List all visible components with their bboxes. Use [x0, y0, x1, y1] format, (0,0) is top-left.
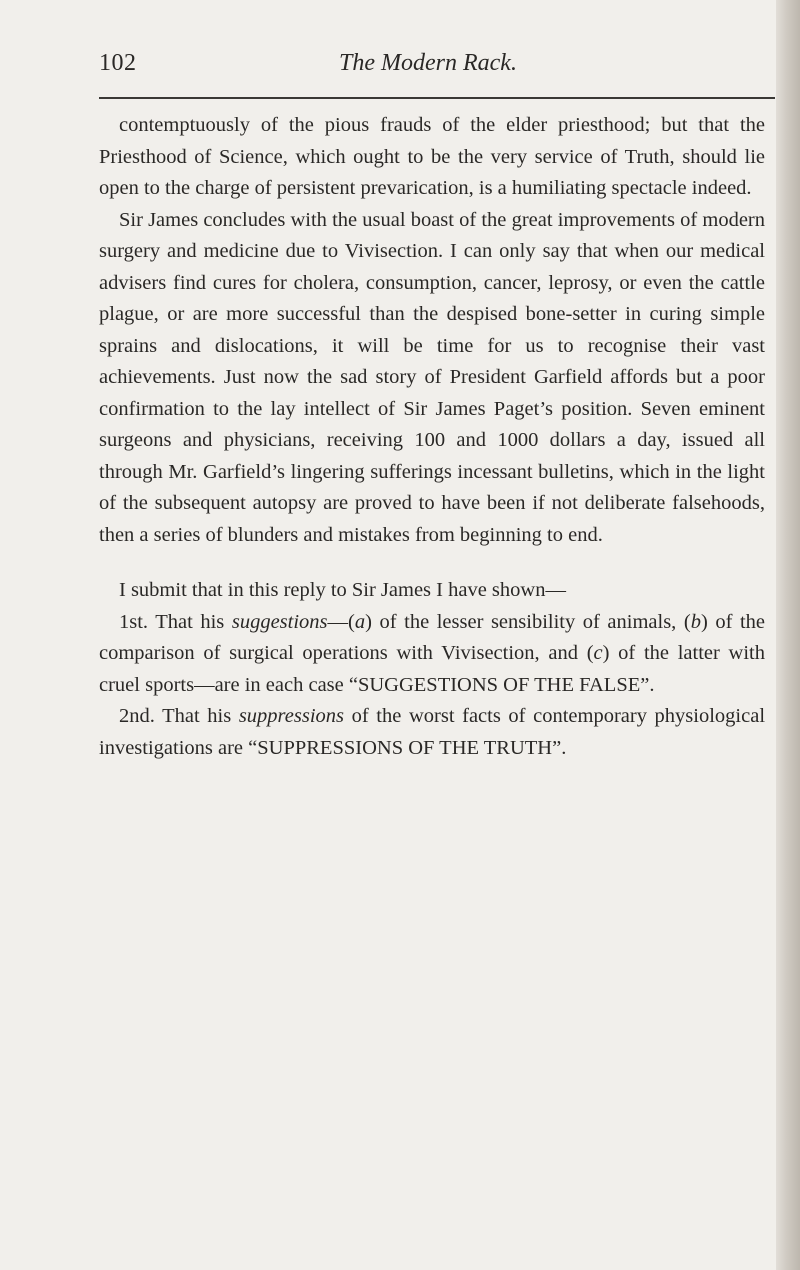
p4-emphasis-a: a — [354, 610, 366, 633]
p4-emphasis-suggestions: suggestions — [231, 610, 328, 633]
p4-text-2: ) of the lesser sensibility of animals, ( — [365, 610, 691, 633]
paragraph-gap — [99, 551, 765, 575]
p5-emphasis-suppressions: suppressions — [238, 705, 345, 727]
page-number: 102 — [99, 50, 137, 76]
paragraph-4 — [99, 607, 765, 702]
running-title: The Modern Rack. — [339, 50, 517, 76]
p4-text-4: ) of the latter with cruel sports—are in each case “SUGGESTIONS OF THE FALSE”. — [99, 642, 765, 696]
p5-text-1: of the worst facts of contemporary physiological investigations are “SUPPRESSIONS OF THE TRUTH”. — [99, 705, 766, 759]
paragraph-2: Sir James concludes with the usual boast of the great improvements of modern surgery and medicine due to Vivisection. I can only say that when our medical advisers find cures for cholera, consumption, cancer, leprosy, or even the cattle plague, or are more successful than the despised bone-setter in curing simple sprains and dislocations, it will be time for us to recognise their vast achievements. Just now the sad story of President Garfield affords but a poor confirmation to the lay intellect of Sir James Paget’s position. Seven eminent surgeons and physicians, receiving 100 and 1000 dollars a day, issued all through Mr. Garfield’s lingering sufferings incessant bulletins, which in the light of the subsequent autopsy are proved to have been if not deliberate falsehoods, then a series of blunders and mistakes from beginning to end. — [99, 208, 765, 546]
p4-text-1: —( — [327, 610, 355, 633]
body-text — [99, 110, 765, 764]
paragraph-1: contemptuously of the pious frauds of the elder priesthood; but that the Priesthood of Science, which ought to be the very service of Truth, should lie open to the charge of persistent prevarication, is a humiliating spectacle indeed. — [99, 114, 765, 199]
p5-lead: 2nd. That his — [119, 705, 239, 727]
page-edge-shadow — [776, 0, 800, 1270]
p4-emphasis-c: c — [593, 642, 603, 664]
p4-emphasis-b: b — [690, 610, 701, 633]
paragraph-5 — [99, 701, 765, 764]
paragraph-3: I submit that in this reply to Sir James I have shown— — [119, 579, 566, 601]
p4-text-3: ) of the comparison of surgical operations with Vivisection, and ( — [99, 610, 766, 664]
p4-lead: 1st. That his — [119, 610, 232, 633]
page-header — [99, 50, 775, 82]
header-rule — [99, 97, 775, 99]
